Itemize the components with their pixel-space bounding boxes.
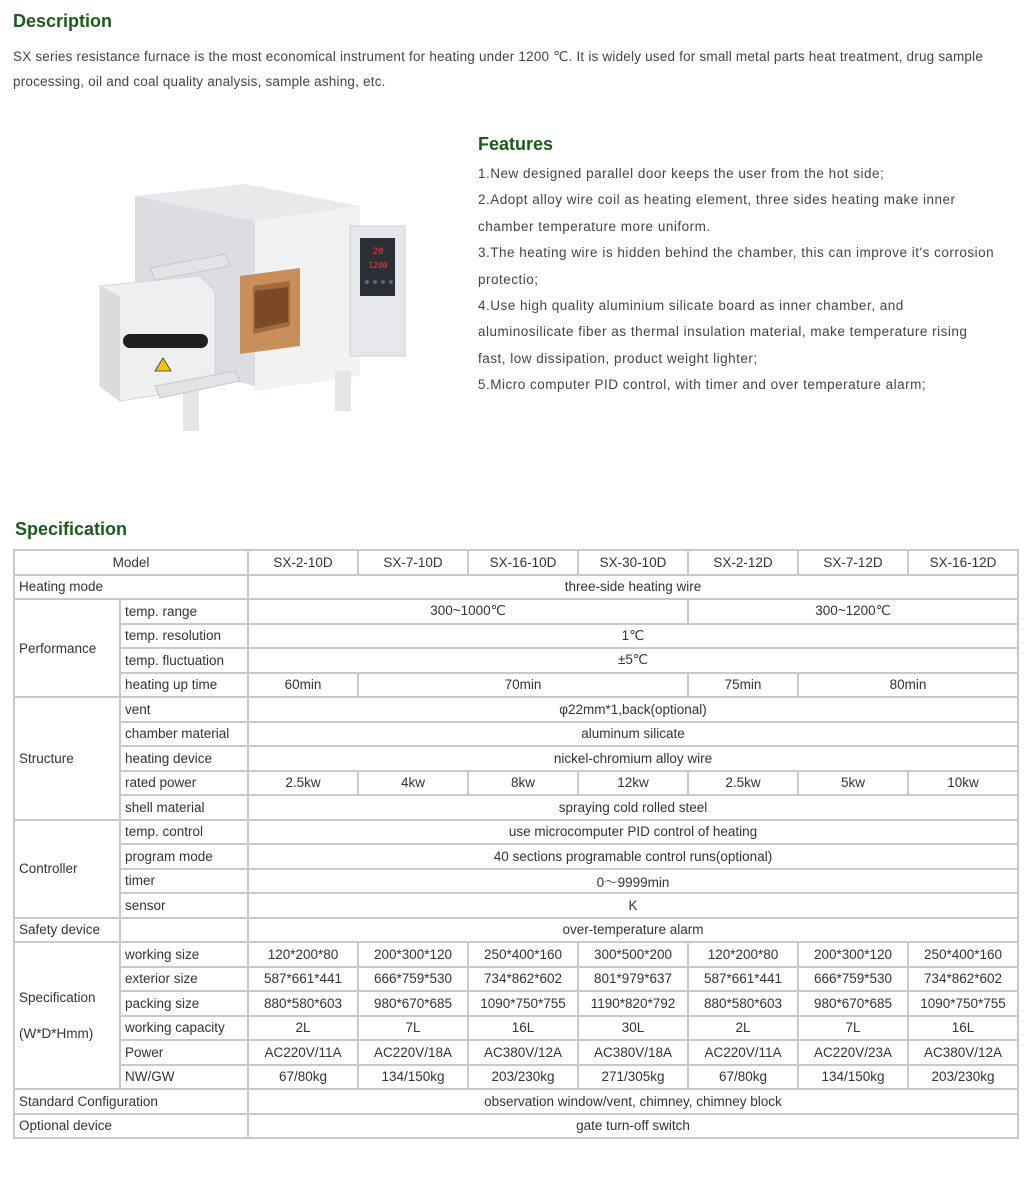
table-row — [14, 869, 1018, 894]
table-row — [14, 918, 1018, 943]
row-value: 980*670*685 — [798, 991, 908, 1016]
display-top-readout: 20 — [372, 247, 384, 257]
display-bottom-readout: 1200 — [368, 261, 388, 270]
row-value: 203/230kg — [468, 1065, 578, 1090]
row-value: 60min — [248, 673, 358, 698]
row-label: program mode — [120, 844, 248, 869]
table-row — [14, 1016, 1018, 1041]
features-title: Features — [478, 134, 554, 154]
table-row — [14, 967, 1018, 992]
table-row — [14, 844, 1018, 869]
row-label: sensor — [120, 893, 248, 918]
row-label: NW/GW — [120, 1065, 248, 1090]
row-value: AC380V/12A — [908, 1040, 1018, 1065]
table-row — [14, 991, 1018, 1016]
row-label: Safety device — [14, 918, 120, 943]
row-value: 10kw — [908, 771, 1018, 796]
features-list — [478, 161, 998, 399]
row-label: Heating mode — [14, 575, 248, 600]
row-value: 1190*820*792 — [578, 991, 688, 1016]
table-row — [14, 942, 1018, 967]
row-label: timer — [120, 869, 248, 894]
row-value: 587*661*441 — [248, 967, 358, 992]
specification-table — [13, 549, 1019, 1139]
row-value: spraying cold rolled steel — [248, 795, 1018, 820]
row-value: 587*661*441 — [688, 967, 798, 992]
table-row — [14, 746, 1018, 771]
row-value: 250*400*160 — [908, 942, 1018, 967]
row-value: 12kw — [578, 771, 688, 796]
row-value: 30L — [578, 1016, 688, 1041]
feature-item: 3.The heating wire is hidden behind the chamber, this can improve it's corrosion protectio; — [478, 245, 995, 287]
row-value: 120*200*80 — [248, 942, 358, 967]
table-row — [14, 722, 1018, 747]
row-label: Optional device — [14, 1114, 248, 1139]
row-label: Standard Configuration — [14, 1089, 248, 1114]
row-label: heating up time — [120, 673, 248, 698]
row-value: 300~1000℃ — [248, 599, 688, 624]
table-row — [14, 1089, 1018, 1114]
table-row — [14, 673, 1018, 698]
row-label: temp. range — [120, 599, 248, 624]
row-value: AC220V/11A — [688, 1040, 798, 1065]
row-label: temp. control — [120, 820, 248, 845]
row-value: 80min — [798, 673, 1018, 698]
model-cell: SX-2-10D — [248, 550, 358, 575]
row-label: rated power — [120, 771, 248, 796]
row-label: temp. resolution — [120, 624, 248, 649]
empty-cell — [120, 918, 248, 943]
description-title: Description — [13, 11, 113, 31]
row-value: K — [248, 893, 1018, 918]
model-cell: SX-16-12D — [908, 550, 1018, 575]
row-value: 70min — [358, 673, 688, 698]
table-row-model — [14, 550, 1018, 575]
row-value: 75min — [688, 673, 798, 698]
model-cell: SX-30-10D — [578, 550, 688, 575]
row-value: observation window/vent, chimney, chimney block — [248, 1089, 1018, 1114]
description-text: SX series resistance furnace is the most economical instrument for heating under 1200 ℃. It is widely used for small metal parts heat treatment, drug sample processing, oil and coal quality analysis, sample ashing, etc. — [13, 49, 984, 89]
row-value: 2L — [248, 1016, 358, 1041]
row-value: 250*400*160 — [468, 942, 578, 967]
row-label: working size — [120, 942, 248, 967]
row-value: ±5℃ — [248, 648, 1018, 673]
row-value: over-temperature alarm — [248, 918, 1018, 943]
row-value: use microcomputer PID control of heating — [248, 820, 1018, 845]
specification-title: Specification — [15, 519, 128, 539]
row-value: nickel-chromium alloy wire — [248, 746, 1018, 771]
feature-item: 2.Adopt alloy wire coil as heating element, three sides heating make inner chamber temperature more uniform. — [478, 192, 956, 234]
row-value: 67/80kg — [248, 1065, 358, 1090]
row-value: AC220V/11A — [248, 1040, 358, 1065]
group-label-specification — [14, 942, 120, 1089]
table-row — [14, 599, 1018, 624]
table-row — [14, 893, 1018, 918]
row-value: 134/150kg — [358, 1065, 468, 1090]
row-value: 134/150kg — [798, 1065, 908, 1090]
row-value: 1090*750*755 — [908, 991, 1018, 1016]
feature-item: 1.New designed parallel door keeps the user from the hot side; — [478, 166, 885, 181]
row-value: 880*580*603 — [688, 991, 798, 1016]
row-value: 734*862*602 — [908, 967, 1018, 992]
row-value: 2.5kw — [688, 771, 798, 796]
row-value: 67/80kg — [688, 1065, 798, 1090]
row-value: 1℃ — [248, 624, 1018, 649]
row-value: 2L — [688, 1016, 798, 1041]
row-value: 880*580*603 — [248, 991, 358, 1016]
table-row — [14, 648, 1018, 673]
table-row — [14, 1114, 1018, 1139]
row-value: 40 sections programable control runs(optional) — [248, 844, 1018, 869]
row-label: shell material — [120, 795, 248, 820]
table-row — [14, 1065, 1018, 1090]
group-label-units: (W*D*Hmm) — [19, 1025, 94, 1041]
row-value: AC220V/23A — [798, 1040, 908, 1065]
row-label: working capacity — [120, 1016, 248, 1041]
row-value: 8kw — [468, 771, 578, 796]
row-value: 203/230kg — [908, 1065, 1018, 1090]
row-value: 734*862*602 — [468, 967, 578, 992]
row-label: temp. fluctuation — [120, 648, 248, 673]
muffle-furnace-image — [95, 176, 415, 436]
row-label: chamber material — [120, 722, 248, 747]
table-row — [14, 624, 1018, 649]
row-value: AC380V/12A — [468, 1040, 578, 1065]
row-value: 200*300*120 — [358, 942, 468, 967]
model-cell: SX-7-10D — [358, 550, 468, 575]
row-value: 0～9999min — [248, 869, 1018, 894]
row-value: three-side heating wire — [248, 575, 1018, 600]
row-value: 1090*750*755 — [468, 991, 578, 1016]
row-value: 4kw — [358, 771, 468, 796]
group-label-structure: Structure — [14, 697, 120, 820]
model-cell: SX-2-12D — [688, 550, 798, 575]
group-label-performance: Performance — [14, 599, 120, 697]
row-label: heating device — [120, 746, 248, 771]
table-row — [14, 771, 1018, 796]
row-value: 271/305kg — [578, 1065, 688, 1090]
group-label-controller: Controller — [14, 820, 120, 918]
row-value: aluminum silicate — [248, 722, 1018, 747]
row-value: gate turn-off switch — [248, 1114, 1018, 1139]
row-value: 7L — [358, 1016, 468, 1041]
row-value: 120*200*80 — [688, 942, 798, 967]
row-value: 2.5kw — [248, 771, 358, 796]
feature-item: 4.Use high quality aluminium silicate board as inner chamber, and aluminosilicate fiber as thermal insulation material, make temperature rising fast, low dissipation, product weight lighter; — [478, 298, 968, 366]
table-row — [14, 795, 1018, 820]
model-cell: SX-16-10D — [468, 550, 578, 575]
row-label: exterior size — [120, 967, 248, 992]
row-value: 666*759*530 — [358, 967, 468, 992]
row-value: AC380V/18A — [578, 1040, 688, 1065]
row-value: 5kw — [798, 771, 908, 796]
row-label: vent — [120, 697, 248, 722]
row-value: φ22mm*1,back(optional) — [248, 697, 1018, 722]
row-value: AC220V/18A — [358, 1040, 468, 1065]
model-header: Model — [14, 550, 248, 575]
row-value: 300~1200℃ — [688, 599, 1018, 624]
row-value: 801*979*637 — [578, 967, 688, 992]
model-cell: SX-7-12D — [798, 550, 908, 575]
table-row — [14, 697, 1018, 722]
group-label-text: Specification — [19, 989, 96, 1005]
row-value: 200*300*120 — [798, 942, 908, 967]
table-row — [14, 820, 1018, 845]
row-value: 16L — [468, 1016, 578, 1041]
row-value: 300*500*200 — [578, 942, 688, 967]
table-row — [14, 1040, 1018, 1065]
table-row-heating-mode — [14, 575, 1018, 600]
row-value: 980*670*685 — [358, 991, 468, 1016]
feature-item: 5.Micro computer PID control, with timer and over temperature alarm; — [478, 377, 927, 393]
row-value: 7L — [798, 1016, 908, 1041]
row-value: 16L — [908, 1016, 1018, 1041]
row-value: 666*759*530 — [798, 967, 908, 992]
row-label: packing size — [120, 991, 248, 1016]
row-label: Power — [120, 1040, 248, 1065]
